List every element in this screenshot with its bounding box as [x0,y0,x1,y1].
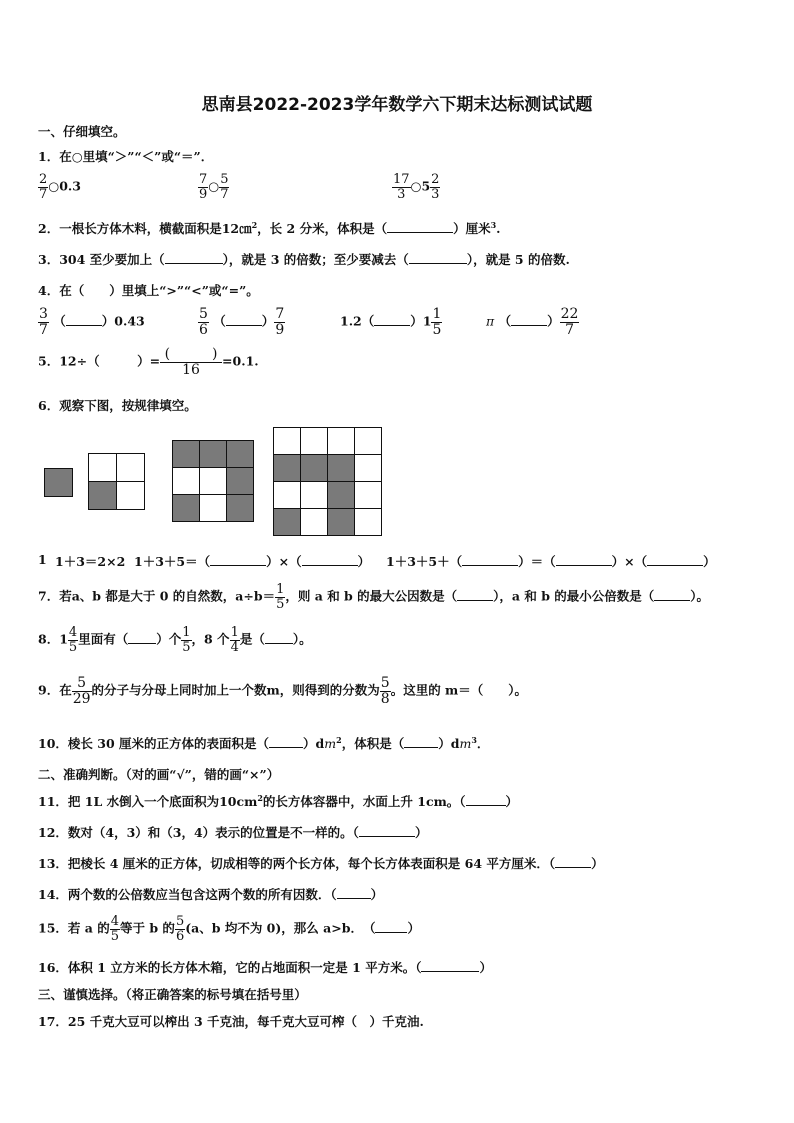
question-2: 2．一根长方体木料，横截面积是12㎝$^2$，长 2 分米，体积是（ ）厘米$^3$. [38,219,501,236]
question-6: 6．观察下图，按规律填空。 [38,398,197,413]
answer-blank[interactable] [421,960,479,972]
answer-blank[interactable] [466,794,506,806]
question-7: 7．若a、b 都是大于 0 的自然数，a÷b＝ $\frac{1}{5}$ ，则 a 和 b 的最大公因数是（ ），a 和 b 的最小公倍数是（ ）。 [38,582,710,612]
question-14: 14．两个数的公倍数应当包含这两个数的所有因数．（ ） [38,887,384,902]
q1-item-a: $\frac{2}{7}$ ○0.3 [39,172,81,202]
answer-blank[interactable] [226,314,262,326]
question-8: 8．1 $\frac{4}{5}$ 里面有（ ）个 $\frac{1}{5}$ ，8 个 $\frac{1}{4}$ 是（ ）。 [38,625,312,655]
answer-blank[interactable] [457,589,493,601]
question-3: 3．304 至少要加上（ ），就是 3 的倍数；至少要减去（ ），就是 5 的倍数. [38,252,570,267]
answer-blank[interactable] [165,252,223,264]
q4-item-b: $\frac{5}{6}$ （ ） $\frac{7}{9}$ [199,306,285,338]
answer-blank[interactable] [647,554,703,566]
question-1: 1．在○里填“＞”“＜”或“＝”． [38,149,214,164]
section-2-heading: 二、准确判断。（对的画“√”，错的画“×”） [38,767,280,782]
answer-blank[interactable] [404,736,438,748]
q4-item-c: 1.2（ ）1 $\frac{1}{5}$ [340,306,442,338]
answer-blank[interactable] [210,554,266,566]
answer-blank[interactable] [337,887,371,899]
answer-blank[interactable] [66,314,102,326]
answer-blank[interactable] [265,632,293,644]
page-title: 思南县2022-2023学年数学六下期末达标测试试题 [201,95,593,115]
q1-item-b: $\frac{7}{9}$ ○ $\frac{5}{7}$ [199,172,229,202]
q1-item-c: $\frac{17}{3}$ ○5 $\frac{2}{3}$ [393,172,440,202]
section-1-heading: 一、仔细填空。 [38,124,126,139]
answer-blank[interactable] [511,314,547,326]
answer-blank[interactable] [359,825,415,837]
answer-blank[interactable] [387,221,453,233]
answer-blank[interactable] [269,736,303,748]
q6-equation-4: 1＋3＋5＋（ ）＝（ ）×（ ） [386,554,716,569]
question-13: 13．把棱长 4 厘米的正方体，切成相等的两个长方体，每个长方体表面积是 64 平方厘米．（ ） [38,856,604,871]
q4-item-a: $\frac{3}{7}$ （ ）0.43 [39,306,145,338]
answer-blank[interactable] [128,632,156,644]
question-15: 15．若 a 的 $\frac{4}{5}$ 等于 b 的 $\frac{5}{6}$ (a、b 均不为 0)，那么 a>b． （ ） [38,914,420,944]
question-10: 10．棱长 30 厘米的正方体的表面积是（ ）$dm^2$，体积是（ ）$dm^3$． [38,734,490,751]
question-11: 11．把 1L 水倒入一个底面积为$10cm^2$的长方体容器中，水面上升 1cm。（ ） [38,792,519,809]
answer-blank[interactable] [374,314,410,326]
question-4: 4．在（ ）里填上“>”“<”或“=”。 [38,283,259,298]
answer-blank[interactable] [302,554,358,566]
answer-blank[interactable] [654,589,690,601]
question-17: 17．25 千克大豆可以榨出 3 千克油，每千克大豆可榨（ ）千克油. [38,1014,424,1029]
q6-equation-2: 1＋3＝2×2 [55,554,126,569]
answer-blank[interactable] [556,554,612,566]
section-3-heading: 三、谨慎选择。（将正确答案的标号填在括号里） [38,987,307,1002]
answer-blank[interactable] [375,921,407,933]
q4-item-d: π （ ） $\frac{22}{7}$ [486,306,579,338]
answer-blank[interactable] [462,554,518,566]
question-12: 12．数对（4，3）和（3，4）表示的位置是不一样的。（ ） [38,825,428,840]
question-16: 16．体积 1 立方米的长方体木箱，它的占地面积一定是 1 平方米。（ ） [38,960,492,975]
q6-equation-3: 1＋3＋5＝（ ）×（ ） [134,554,371,569]
question-9: 9．在 $\frac{5}{29}$ 的分子与分母上同时加上一个数m，则得到的分数为 $\frac{5}{8}$ 。这里的 m＝（ ）。 [38,675,528,707]
q6-equation-1: 1 [38,552,47,567]
question-5: 5．12÷（ ）= $\frac{( )}{16}$ =0.1. [38,346,259,378]
answer-blank[interactable] [555,856,591,868]
answer-blank[interactable] [409,252,467,264]
